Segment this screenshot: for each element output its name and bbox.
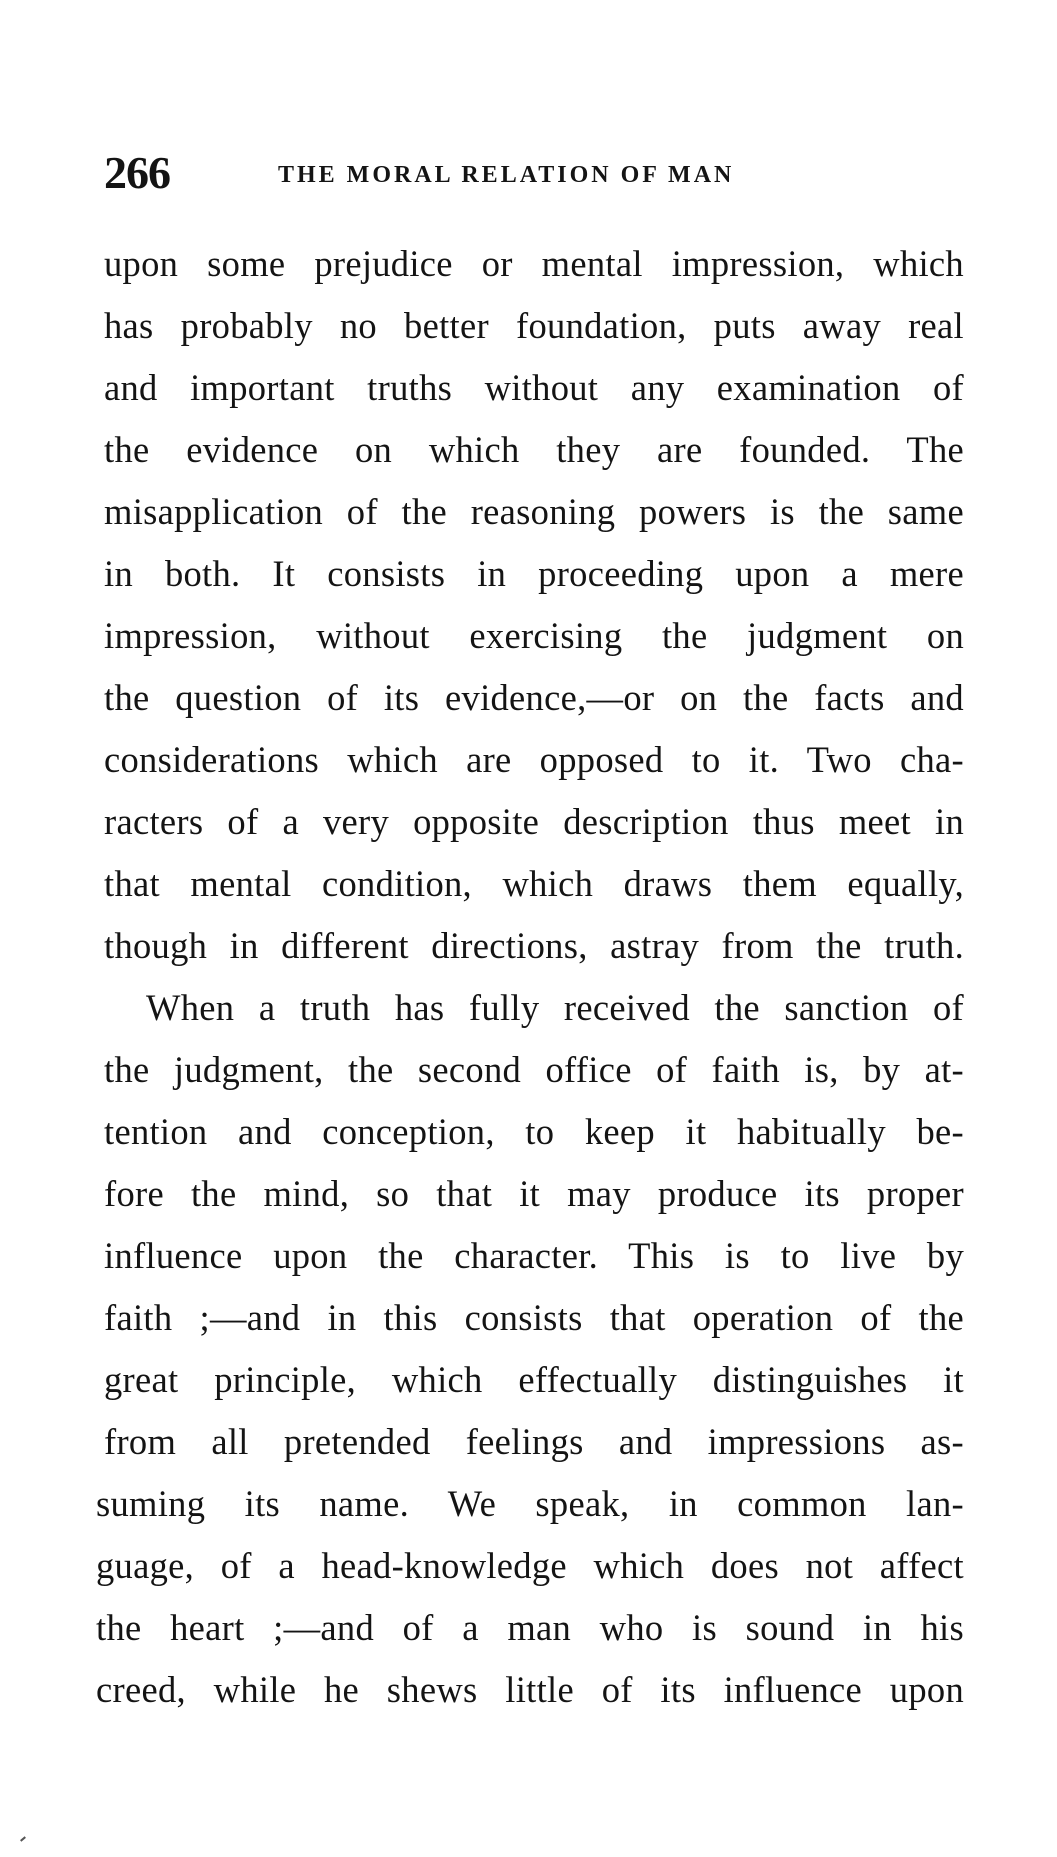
text-line: in both. It consists in proceeding upon a mere	[104, 553, 964, 594]
body-text	[96, 233, 964, 1721]
text-line: great principle, which effectually distinguishes it	[104, 1359, 964, 1400]
text-line: from all pretended feelings and impressions as-	[104, 1421, 964, 1462]
text-line: guage, of a head-knowledge which does not affect	[96, 1545, 964, 1586]
scan-speck-mark	[20, 1836, 26, 1841]
text-line: misapplication of the reasoning powers is the same	[104, 491, 964, 532]
text-line: fore the mind, so that it may produce its proper	[104, 1173, 964, 1214]
text-line: the question of its evidence,—or on the facts and	[104, 677, 964, 718]
text-line: racters of a very opposite description thus meet in	[104, 801, 964, 842]
text-line: considerations which are opposed to it. Two cha-	[104, 739, 964, 780]
text-line: and important truths without any examination of	[104, 367, 964, 408]
paragraph-2	[96, 977, 964, 1721]
text-line: faith ;—and in this consists that operation of the	[104, 1297, 964, 1338]
text-line: has probably no better foundation, puts away real	[104, 305, 964, 346]
text-line: influence upon the character. This is to live by	[104, 1235, 964, 1276]
paragraph-1	[104, 233, 964, 977]
text-line: When a truth has fully received the sanction of	[146, 987, 964, 1028]
text-line: that mental condition, which draws them equally,	[104, 863, 964, 904]
text-line: impression, without exercising the judgment on	[104, 615, 964, 656]
running-title: THE MORAL RELATION OF MAN	[278, 162, 735, 188]
text-line: though in different directions, astray from the truth.	[104, 925, 964, 966]
text-line: the evidence on which they are founded. The	[104, 429, 964, 470]
text-line: the heart ;—and of a man who is sound in his	[96, 1607, 964, 1648]
text-line: upon some prejudice or mental impression, which	[104, 243, 964, 284]
text-line: the judgment, the second office of faith is, by at-	[104, 1049, 964, 1090]
text-line: creed, while he shews little of its influence upon	[96, 1669, 964, 1710]
text-line: tention and conception, to keep it habitually be-	[104, 1111, 964, 1152]
text-line: suming its name. We speak, in common lan-	[96, 1483, 964, 1524]
page-header	[104, 147, 974, 200]
page-number: 266	[104, 147, 170, 198]
